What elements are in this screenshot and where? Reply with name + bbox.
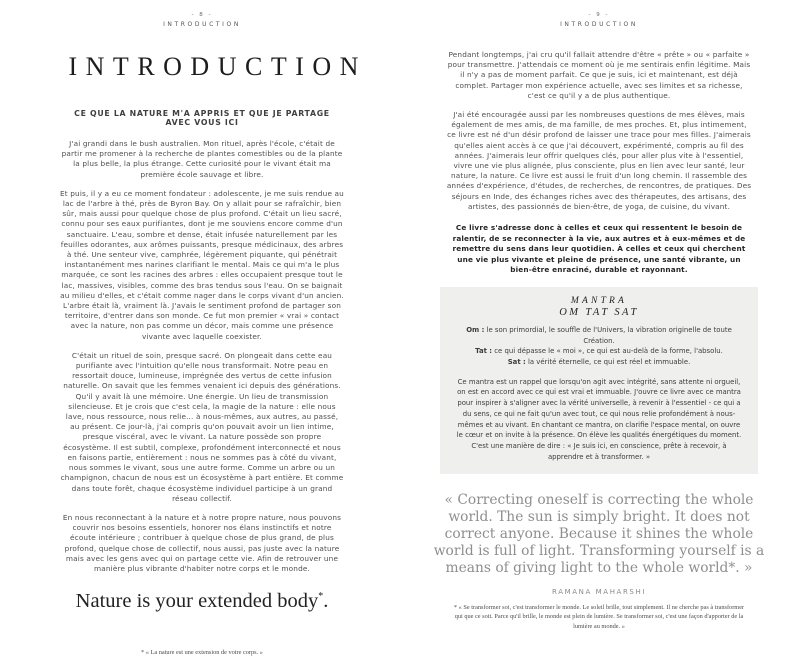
mantra-definitions xyxy=(456,325,742,368)
page-header-left xyxy=(60,12,344,28)
mantra-term: Sat : xyxy=(507,358,526,367)
page-right xyxy=(400,0,800,631)
pull-quote-text: Nature is your extended body xyxy=(75,590,319,613)
chapter-subtitle: CE QUE LA NATURE M'A APPRIS ET QUE JE PARTAGE AVEC VOUS ICI xyxy=(74,109,330,127)
paragraph: J'ai grandi dans le bush australien. Mon rituel, après l'école, c'était de partir me promener à la recherche de plantes comestibles ou de la plante la plus belle, la plus étrange. Cette curiosité pour le vivant était ma première école sauvage et libre. xyxy=(61,139,343,179)
epigraph-quote: « Correcting oneself is correcting the whole world. The sun is simply bright. It does not correct anyone. Because it shines the whole world is full of light. Transforming yourself is a means of giving light to the whole world*. » xyxy=(433,492,765,576)
running-head-left: INTRODUCTION xyxy=(163,21,241,28)
page-number-left: - 8 - xyxy=(191,12,213,18)
quote-attribution: RAMANA MAHARSHI xyxy=(552,587,646,596)
paragraph: Pendant longtemps, j'ai cru qu'il fallait attendre d'être « prête » ou « parfaite » pour transmettre. J'attendais ce moment où je me sentirais enfin légitime. Mais il n'y a pas de moment parfait. Ce que je suis, ici et maintenant, est déjà complet. Partager mon expérience actuelle, avec ses limites et sa richesse, c'est ce qu'il y a de plus authentique. xyxy=(447,50,751,100)
paragraph: J'ai été encouragée aussi par les nombreuses questions de mes élèves, mais également de mes amis, de ma famille, de mes proches. Et, plus intimement, ce livre est né d'un désir profond de laisser une trace pour mes filles. J'aimerais qu'elles aient accès à ce que j'ai découvert, expérimenté, compris au fil des années. J'aimerais leur offrir quelques clés, pour aller plus vite à l'essentiel, vivre une vie plus alignée, plus consciente, plus en lien avec leur santé, leur nature, la nature. Ce livre est aussi le fruit d'un long chemin. Il rassemble des années d'expérience, d'études, de recherches, de rencontres, de pratiques. Des séjours en Inde, des échanges riches avec des thérapeutes, des artisans, des artistes, des passionnés de bien-être, de yoga, de cuisine, du vivant. xyxy=(446,110,752,211)
page-header-right xyxy=(446,12,752,28)
mantra-definition-om xyxy=(456,325,742,346)
mantra-term: Tat : xyxy=(475,347,493,356)
chapter-title: INTRODUCTION xyxy=(68,52,367,81)
mantra-definition-tat xyxy=(456,346,742,357)
mantra-definition-sat xyxy=(456,357,742,368)
running-head-right: INTRODUCTION xyxy=(560,21,638,28)
mantra-definition-text: le son primordial, le souffle de l'Univers, la vibration originelle de toute Création. xyxy=(484,325,732,345)
page-left xyxy=(0,0,400,656)
paragraph: C'était un rituel de soin, presque sacré. On plongeait dans cette eau purifiante avec l'intuition qu'elle nous transformait. Notre peau en ressortait douce, lumineuse, imprégnée des vertus de cette infusion naturelle. On savait que les femmes venaient ici depuis des générations. Qu'il y avait là une mémoire. Une énergie. Un lieu de transmission silencieuse. Et je crois que c'est cela, la magie de la nature : elle nous lave, nous ressource, nous relie... à nous-mêmes, aux autres, au passé, au présent. Ce jour-là, j'ai compris qu'on pouvait avoir un lien intime, presque viscéral, avec le vivant. La nature possède son propre écosystème. Il est subtil, complexe, profondément interconnecté et nous en faisons partie, entièrement : nous ne sommes pas à côté du vivant, nous sommes le vivant, sous une autre forme. Comme un arbre ou un champignon, chacun de nous est un écosystème à part entière. Et comme dans toute forêt, chaque écosystème individuel participe à un grand réseau collectif. xyxy=(60,350,344,503)
pull-quote-period: . xyxy=(323,590,329,613)
mantra-label: MANTRA xyxy=(570,295,628,306)
page-number-right: - 9 - xyxy=(588,12,610,18)
highlight-paragraph: Ce livre s'adresse donc à celles et ceux qui ressentent le besoin de ralentir, de se reconnecter à la vie, aux autres et à eux-mêmes et de remettre du sens dans leur quotidien. À celles et ceux qui cherchent une vie plus vivante et pleine de présence, une santé vibrante, un bien-être enraciné, durable et rayonnant. xyxy=(452,223,746,275)
mantra-definition-text: la vérité éternelle, ce qui est réel et immuable. xyxy=(525,358,691,367)
mantra-title: OM TAT SAT xyxy=(559,306,639,318)
mantra-box xyxy=(440,287,758,474)
footnote-right: * « Se transformer soi, c'est transformer le monde. Le soleil brille, tout simplement. Il ne cherche pas à transformer qui que ce soit. Parce qu'il brille, le monde est plein de lumière. Se transformer soi, c'est une façon d'apporter de la lumière au monde. » xyxy=(453,603,745,631)
mantra-term: Om : xyxy=(466,325,485,334)
paragraph: En nous reconnectant à la nature et à notre propre nature, nous pouvons couvrir nos besoins essentiels, honorer nos élans instinctifs et notre écoute intérieure ; contribuer à quelque chose de plus grand, de plus profond, quelque chose de collectif, nous aussi, pas juste avec la nature mais avec les gens avec qui on partage cette vie. Afin de retrouver une manière plus vibrante d'habiter notre corps et le monde. xyxy=(62,512,342,573)
footnote-marker: * xyxy=(318,591,324,603)
paragraph: Et puis, il y a eu ce moment fondateur : adolescente, je me suis rendue au lac de l'arbre à thé, près de Byron Bay. On y allait pour se rafraîchir, bien sûr, mais aussi pour quelque chose de plus profond. C'était un lieu sacré, connu pour ses eaux purifiantes, dont je me souviens encore comme d'un sanctuaire. L'eau, sombre et dense, était infusée naturellement par les feuilles odorantes, aux arômes puissants, presque médicinaux, des arbres à thé. Une senteur vive, camphrée, légèrement piquante, qui pénétrait instantanément mes narines clarifiant le mental. Mais ce qui m'a le plus marquée, ce sont les racines des arbres : elles occupaient presque tout le lac, massives, visibles, comme des bras tendus sous l'eau. On se baignait au milieu d'elles, et c'était comme nager dans le corps vivant d'un ancien. L'arbre était là, vraiment là. J'avais le sentiment profond de partager son territoire, d'entrer dans son monde. Ce fut mon premier « vrai » contact avec la nature, non pas comme un décor, mais comme une présence vivante avec laquelle coexister. xyxy=(60,188,344,341)
mantra-definition-text: ce qui dépasse le « moi », ce qui est au-delà de la forme, l'absolu. xyxy=(492,347,723,356)
pull-quote xyxy=(38,590,366,614)
mantra-body: Ce mantra est un rappel que lorsqu'on agit avec intégrité, sans attente ni orgueil, on est en accord avec ce qui est vrai et immuable. J'ouvre ce livre avec ce mantra pour inspirer à s'aligner avec la vérité universelle, à revenir à l'essentiel - ce qui a du sens, ce qui ne fait qu'un avec tout, ce qui nous relie profondément à nous-mêmes et au vivant. En chantant ce mantra, on clarifie l'espace mental, on ouvre le cœur et on invite à la présence. On élève les qualités énergétiques du moment. C'est une manière de dire : « Je suis ici, en conscience, prête à recevoir, à apprendre et à transformer. » xyxy=(456,377,742,461)
footnote-left: * « La nature est une extension de votre corps. » xyxy=(141,648,263,656)
